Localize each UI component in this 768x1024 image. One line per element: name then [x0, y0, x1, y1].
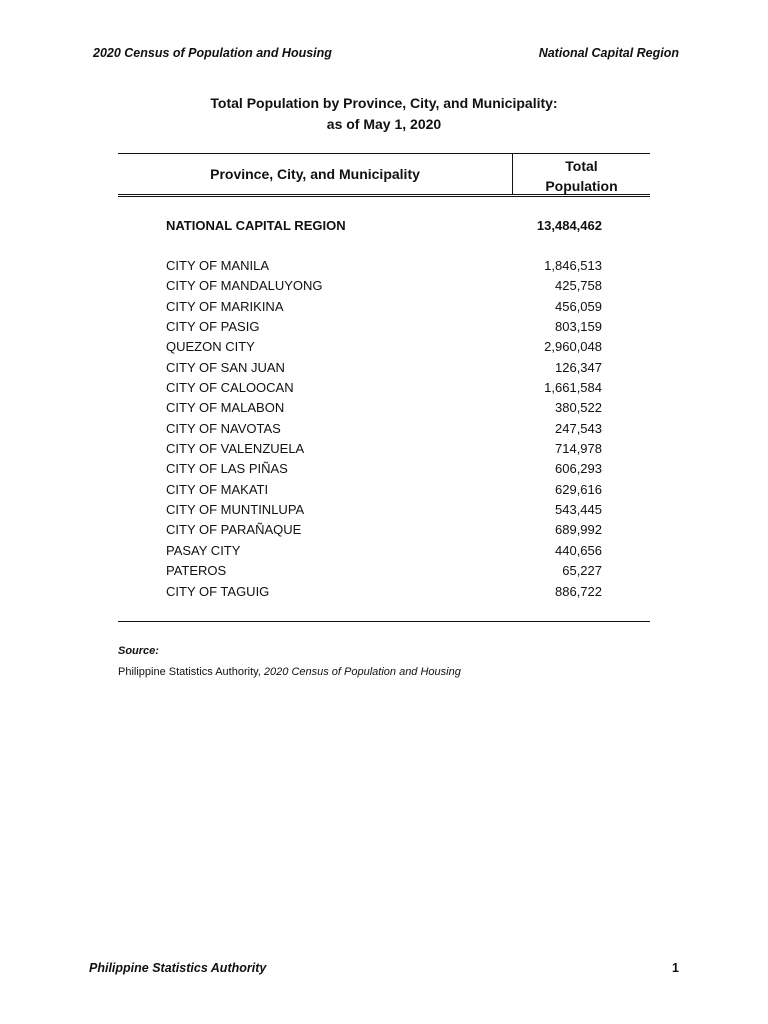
city-name: CITY OF NAVOTAS [166, 420, 281, 436]
table-row [118, 360, 650, 380]
city-population: 714,978 [555, 441, 602, 457]
column-header-population [513, 156, 650, 196]
city-population: 1,846,513 [544, 258, 602, 273]
table-row [118, 278, 650, 298]
population-table [118, 153, 650, 197]
table-row [118, 339, 650, 359]
city-population: 2,960,048 [544, 339, 602, 355]
footer-agency: Philippine Statistics Authority [89, 961, 267, 975]
city-population: 380,522 [555, 400, 602, 416]
city-name: CITY OF MALABON [166, 400, 285, 416]
city-name: CITY OF PASIG [166, 319, 260, 335]
city-population: 425,758 [555, 278, 602, 294]
city-name: PATEROS [166, 563, 227, 579]
table-row [118, 299, 650, 319]
city-name: CITY OF PARAÑAQUE [166, 522, 302, 538]
table-title-line-1: Total Population by Province, City, and Municipality: [210, 95, 558, 111]
city-name: CITY OF MARIKINA [166, 298, 284, 314]
page-number: 1 [672, 961, 679, 975]
city-name: CITY OF LAS PIÑAS [166, 461, 288, 477]
column-header-population-line-2: Population [545, 178, 618, 194]
table-row [118, 482, 650, 502]
city-name: CITY OF MANDALUYONG [166, 278, 323, 294]
city-name: CITY OF MUNTINLUPA [166, 502, 305, 518]
table-row [118, 461, 650, 481]
city-population: 1,661,584 [544, 380, 602, 396]
city-population: 126,347 [555, 359, 602, 375]
city-population: 543,445 [555, 502, 602, 518]
city-name: PASAY CITY [166, 542, 241, 558]
running-header-title: 2020 Census of Population and Housing [93, 46, 332, 60]
city-name: CITY OF VALENZUELA [166, 441, 305, 457]
city-name: CITY OF TAGUIG [166, 583, 270, 599]
city-name: CITY OF MANILA [166, 258, 270, 273]
source-citation [118, 666, 461, 678]
source-publication: 2020 Census of Population and Housing [263, 666, 461, 678]
source-agency: Philippine Statistics Authority, [118, 666, 264, 678]
table-row [118, 441, 650, 461]
region-name: NATIONAL CAPITAL REGION [166, 218, 346, 233]
city-rows [118, 258, 650, 604]
running-header-region: National Capital Region [538, 46, 679, 60]
city-population: 247,543 [555, 420, 602, 436]
table-row [118, 543, 650, 563]
city-population: 803,159 [555, 319, 602, 335]
table-header [118, 153, 650, 197]
city-population: 689,992 [555, 522, 602, 538]
region-population: 13,484,462 [536, 218, 602, 233]
city-population: 65,227 [562, 563, 602, 579]
city-name: CITY OF SAN JUAN [166, 359, 285, 375]
table-row [118, 563, 650, 583]
table-row [118, 258, 650, 278]
city-population: 629,616 [555, 481, 602, 497]
table-row [118, 502, 650, 522]
city-population: 456,059 [555, 298, 602, 314]
column-header-population-line-1: Total [565, 158, 598, 174]
source-label: Source: [118, 645, 159, 657]
column-header-name: Province, City, and Municipality [210, 166, 420, 182]
city-name: CITY OF MAKATI [166, 481, 269, 497]
table-row [118, 319, 650, 339]
city-name: QUEZON CITY [166, 339, 255, 355]
city-population: 440,656 [555, 542, 602, 558]
table-title-line-2: as of May 1, 2020 [326, 116, 442, 132]
table-row [118, 522, 650, 542]
table-row [118, 584, 650, 604]
table-row [118, 400, 650, 420]
table-bottom-rule [118, 621, 650, 622]
city-population: 886,722 [555, 583, 602, 599]
city-name: CITY OF CALOOCAN [166, 380, 294, 396]
table-row [118, 380, 650, 400]
city-population: 606,293 [555, 461, 602, 477]
table-row [118, 421, 650, 441]
